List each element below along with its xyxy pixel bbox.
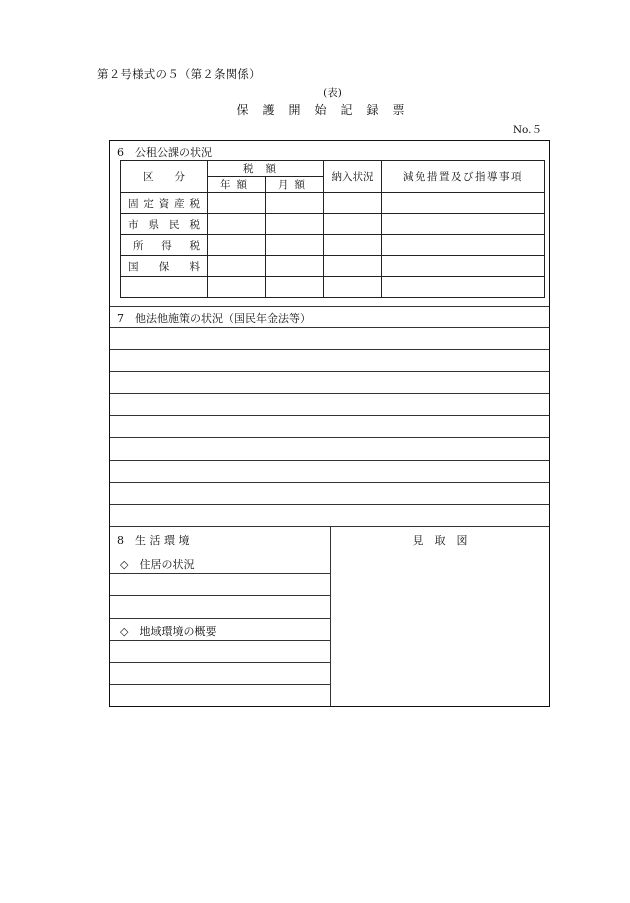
payment-cell[interactable]	[324, 277, 382, 298]
monthly-cell[interactable]	[266, 277, 324, 298]
header-guidance: 減免措置及び指導事項	[382, 161, 545, 193]
write-line[interactable]	[110, 618, 330, 619]
area-environment-label: ◇ 地域環境の概要	[120, 625, 217, 638]
guidance-cell[interactable]	[382, 193, 545, 214]
write-line[interactable]	[110, 349, 549, 350]
sketch-map-label: 見 取 図	[412, 534, 468, 547]
write-line[interactable]	[110, 393, 549, 394]
write-line[interactable]	[110, 437, 549, 438]
document-title: 保護開始記録票	[236, 103, 419, 117]
header-category: 区 分	[121, 161, 208, 193]
write-line[interactable]	[110, 684, 330, 685]
write-line[interactable]	[110, 482, 549, 483]
payment-cell[interactable]	[324, 214, 382, 235]
column-divider	[330, 527, 331, 706]
divider	[110, 306, 549, 307]
write-line[interactable]	[110, 573, 330, 574]
header-annual: 年額	[208, 177, 266, 193]
row-label: 国保料	[121, 256, 208, 277]
monthly-cell[interactable]	[266, 193, 324, 214]
guidance-cell[interactable]	[382, 277, 545, 298]
annual-cell[interactable]	[208, 235, 266, 256]
write-line[interactable]	[110, 327, 549, 328]
section6-title: 6 公租公課の状況	[117, 146, 212, 159]
table-row	[121, 193, 545, 214]
table-row	[121, 235, 545, 256]
guidance-cell[interactable]	[382, 214, 545, 235]
write-line[interactable]	[110, 415, 549, 416]
write-line[interactable]	[110, 504, 549, 505]
row-label: 市県民税	[121, 214, 208, 235]
row-label: 所得税	[121, 235, 208, 256]
annual-cell[interactable]	[208, 214, 266, 235]
table-row	[121, 256, 545, 277]
tax-status-table	[120, 160, 545, 298]
housing-status-label: ◇ 住居の状況	[120, 558, 195, 571]
write-line[interactable]	[110, 662, 330, 663]
section7-title: 7 他法他施策の状況（国民年金法等）	[117, 312, 311, 325]
write-line[interactable]	[110, 460, 549, 461]
table-row	[121, 214, 545, 235]
write-line[interactable]	[110, 595, 330, 596]
monthly-cell[interactable]	[266, 214, 324, 235]
section8-title: 8 生 活 環 境	[117, 534, 190, 547]
header-tax-amount: 税額	[208, 161, 324, 177]
payment-cell[interactable]	[324, 256, 382, 277]
header-monthly: 月額	[266, 177, 324, 193]
payment-cell[interactable]	[324, 193, 382, 214]
form-id: 第２号様式の５（第２条関係）	[97, 67, 261, 81]
row-label: 固定資産税	[121, 193, 208, 214]
write-line[interactable]	[110, 371, 549, 372]
guidance-cell[interactable]	[382, 235, 545, 256]
side-label: (表)	[323, 87, 342, 99]
guidance-cell[interactable]	[382, 256, 545, 277]
annual-cell[interactable]	[208, 256, 266, 277]
table-row	[121, 277, 545, 298]
page-number: No.５	[512, 124, 542, 136]
annual-cell[interactable]	[208, 193, 266, 214]
row-label	[121, 277, 208, 298]
payment-cell[interactable]	[324, 235, 382, 256]
monthly-cell[interactable]	[266, 256, 324, 277]
header-payment-status: 納入状況	[324, 161, 382, 193]
monthly-cell[interactable]	[266, 235, 324, 256]
write-line[interactable]	[110, 640, 330, 641]
annual-cell[interactable]	[208, 277, 266, 298]
